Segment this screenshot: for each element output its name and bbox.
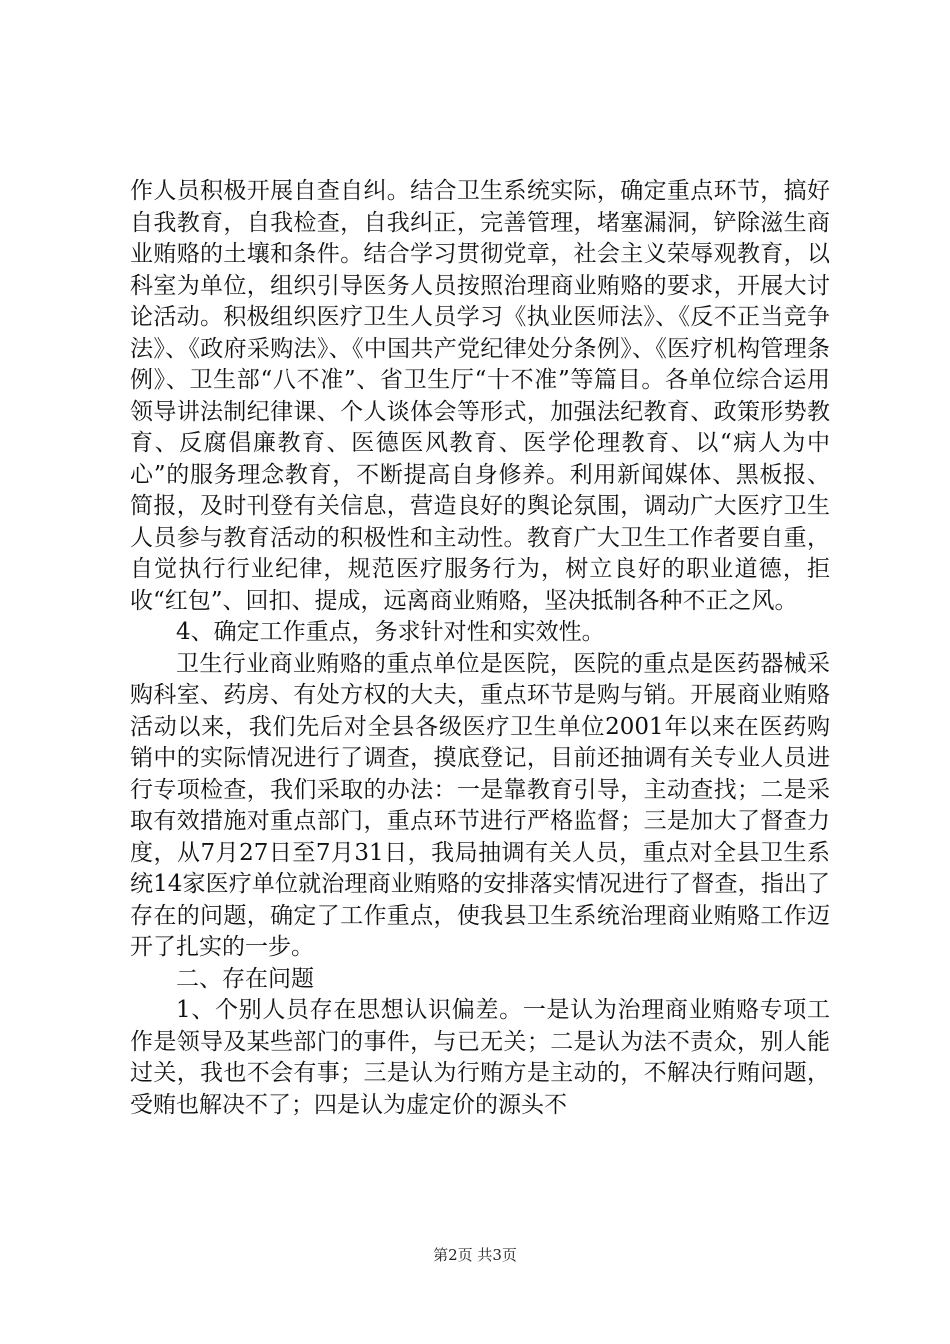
page-footer: 第2页 共3页 xyxy=(433,1246,517,1264)
body-text xyxy=(130,176,830,1121)
section-heading-work-focus: 4、确定工作重点，务求针对性和实效性。 xyxy=(176,619,605,645)
paragraph-key-units: 卫生行业商业贿赂的重点单位是医院，医院的重点是医药器械采购科室、药房、有处方权的大夫，重点环节是购与销。开展商业贿赂活动以来，我们先后对全县各级医疗卫生单位2001年以来在医药购销中的实际情况进行了调查，摸底登记，目前还抽调有关专业人员进行专项检查，我们采取的办法：一是靠教育引导，主动查找；二是采取有效措施对重点部门，重点环节进行严格监督；三是加大了督查力度，从7月27日至7月31日，我局抽调有关人员，重点对全县卫生系统14家医疗单位就治理商业贿赂的安排落实情况进行了督查，指出了存在的问题，确定了工作重点，使我县卫生系统治理商业贿赂工作迈开了扎实的一步。 xyxy=(130,650,830,960)
section-heading-problems: 二、存在问题 xyxy=(176,965,314,992)
paragraph-education: 作人员积极开展自查自纠。结合卫生系统实际，确定重点环节，搞好自我教育，自我检查，自我纠正，完善管理，堵塞漏洞，铲除滋生商业贿赂的土壤和条件。结合学习贯彻党章，社会主义荣辱观教育，以科室为单位，组织引导医务人员按照治理商业贿赂的要求，开展大讨论活动。积极组织医疗卫生人员学习《执业医师法》、《反不正当竞争法》、《政府采购法》、《中国共产党纪律处分条例》、《医疗机构管理条例》、卫生部“八不准”、省卫生厅“十不准”等篇目。各单位综合运用领导讲法制纪律课、个人谈体会等形式，加强法纪教育、政策形势教育、反腐倡廉教育、医德医风教育、医学伦理教育、以“病人为中心”的服务理念教育，不断提高自身修养。利用新闻媒体、黑板报、简报，及时刊登有关信息，营造良好的舆论氛围，调动广大医疗卫生人员参与教育活动的积极性和主动性。教育广大卫生工作者要自重，自觉执行行业纪律，规范医疗服务行为，树立良好的职业道德，拒收“红包”、回扣、提成，远离商业贿赂，坚决抵制各种不正之风。 xyxy=(130,178,830,614)
paragraph-problem-1: 1、个别人员存在思想认识偏差。一是认为治理商业贿赂专项工作是领导及某些部门的事件，与已无关；二是认为法不责众，别人能过关，我也不会有事；三是认为行贿方是主动的，不解决行贿问题，受贿也解决不了；四是认为虚定价的源头不 xyxy=(130,997,830,1118)
